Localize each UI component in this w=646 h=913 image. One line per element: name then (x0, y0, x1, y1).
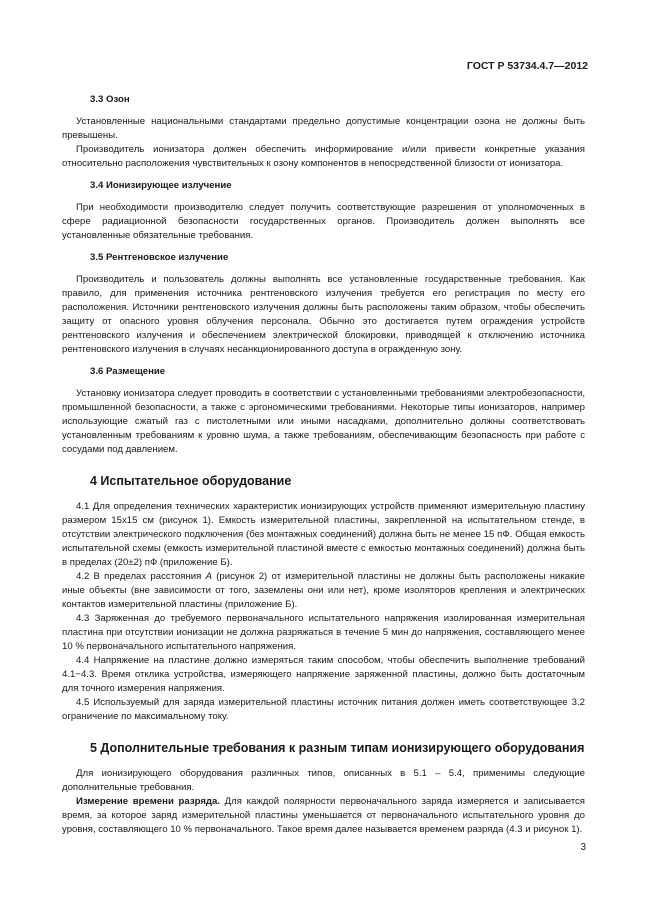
clause-4-2-end: (рисунок 2) от измерительной пластины не должны быть расположены никакие иные объекты (вне зависимости от того, заземлены они или нет), кроме изоляторов крепления и электрических контактов измерительной пластины (приложение Б). (62, 571, 585, 610)
section-5-paragraph-2 (62, 795, 585, 837)
clause-4-1: 4.1 Для определения технических характеристик ионизирующих устройств применяют измерительную пластину размером 15х15 см (рисунок 1). Емкость измерительной пластины, закрепленной на испытательном стенде, в отсутствии электрического подключения (без монтажных соединений) должна быть не менее 15 пФ. Общая емкость испытательной схемы (емкость измерительной пластиной вместе с емкостью монтажных соединений) должна быть в пределах (20±2) пФ (приложение Б). (62, 501, 585, 568)
section-3-6-title: 3.6 Размещение (90, 366, 166, 377)
section-3-3-paragraph-2: Производитель ионизатора должен обеспечить информирование и/или привести конкретные указания относительно расположения чувствительных к озону компонентов в непосредственной близости от ионизатора. (62, 144, 585, 169)
page-number: 3 (580, 842, 586, 853)
section-5-title: 5 Дополнительные требования к разным типам ионизирующего оборудования (90, 741, 585, 755)
clause-4-5: 4.5 Используемый для заряда измерительной пластины источник питания должен иметь соответствующее 3.2 ограничение по максимальному току. (62, 697, 585, 722)
document-id-header: ГОСТ Р 53734.4.7—2012 (466, 60, 588, 72)
section-3-5-paragraph-1: Производитель и пользователь должны выполнять все установленные государственные требования. Как правило, для применения источника рентгеновского излучения требуется его регистрация по месту его расположения. Источники рентгеновского излучения должны быть расположены таким образом, чтобы обеспечить защиту от опасного уровня облучения персонала. Обычно это достигается путем ограждения устройств рентгеновского излучения и обеспечением электрической блокировки, приводящей к отключению источника рентгеновского излучения в случаях несанкционированного доступа в огражденную зону. (62, 274, 585, 355)
section-4-title: 4 Испытательное оборудование (90, 474, 292, 488)
discharge-time-text: Для каждой полярности первоначального заряда измеряется и записывается время, за которое заряд измерительной пластины уменьшается от первоначального испытательного уровня до уровня, составляющего 10 % первоначального. Такое время далее называется временем разряда (4.3 и рисунок 1). (62, 796, 585, 835)
page-content (62, 93, 585, 837)
section-3-3-paragraph-1: Установленные национальными стандартами предельно допустимые концентрации озона не должны быть превышены. (62, 116, 585, 141)
section-3-6-paragraph-1: Установку ионизатора следует проводить в соответствии с установленными требованиями электробезопасности, промышленной безопасности, а также с эргономическими требованиями. Некоторые типы ионизаторов, например использующие сжатый газ с пистолетными или иными насадками, дополнительно должны соответствовать установленным требованиям к уровню шума, а также требованиям, обеспечивающим безопасность при работе с сосудами под давлением. (62, 388, 585, 455)
section-3-3-title: 3.3 Озон (90, 94, 130, 105)
discharge-time-lead: Измерение времени разряда. (76, 796, 221, 807)
clause-4-2 (62, 570, 585, 612)
clause-4-2-start: 4.2 В пределах расстояния (76, 571, 206, 582)
distance-variable-a: А (205, 571, 212, 582)
section-3-4-title: 3.4 Ионизирующее излучение (90, 180, 232, 191)
section-5-paragraph-1: Для ионизирующего оборудования различных типов, описанных в 5.1 – 5.4, применимы следующие дополнительные требования. (62, 768, 585, 793)
clause-4-4: 4.4 Напряжение на пластине должно измеряться таким способом, чтобы обеспечить выполнение требований 4.1−4.3. Время отклика устройства, измеряющего напряжение заряженной пластины, должно быть достаточным для точного измерения напряжения. (62, 655, 585, 694)
section-3-5-title: 3.5 Рентгеновское излучение (90, 252, 229, 263)
clause-4-3: 4.3 Заряженная до требуемого первоначального испытательного напряжения изолированная измерительная пластина при отсутствии ионизации не должна разряжаться в течение 5 мин до напряжения, составляющего менее 10 % первоначального испытательного напряжения. (62, 613, 585, 652)
section-3-4-paragraph-1: При необходимости производителю следует получить соответствующие разрешения от уполномоченных в сфере радиационной безопасности государственных органов. Производитель должен выполнять все установленные обязательные требования. (62, 202, 585, 241)
